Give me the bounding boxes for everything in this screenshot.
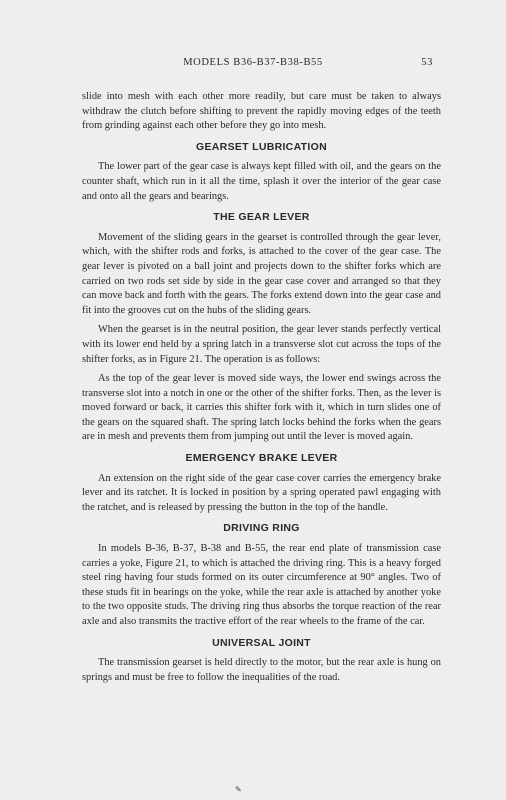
page-header xyxy=(0,57,506,73)
heading-gearset-lubrication: GEARSET LUBRICATION xyxy=(196,140,327,153)
paragraph-brake-lever: An extension on the right side of the gear case cover carries the emergency brake lever and its ratchet. It is locked in position by a spring operated pawl engaging with the ratchet, and is released by pressing the button in the top of the handle. xyxy=(82,472,441,513)
paragraph-gear-lever-2: When the gearset is in the neutral position, the gear lever stands perfectly vertical with its lower end held by a spring latch in a transverse slot cut across the tops of the shifter forks, as in Figure 21. The operation is as follows: xyxy=(82,324,441,365)
paragraph-lubrication: The lower part of the gear case is always kept filled with oil, and the gears on the counter shaft, which run in it all the time, splash it over the interior of the gear case and onto all the gears and bearings. xyxy=(82,161,441,202)
page-body xyxy=(82,90,441,690)
paragraph-continued: slide into mesh with each other more readily, but care must be taken to always withdraw the clutch before shifting to prevent the rapidly moving edges of the teeth from grinding against each other before they go into mesh. xyxy=(82,91,441,132)
heading-gear-lever: THE GEAR LEVER xyxy=(213,211,310,224)
paragraph-universal-joint: The transmission gearset is held directly to the motor, but the rear axle is hung on springs and must be free to follow the inequalities of the road. xyxy=(82,657,441,683)
running-title: MODELS B36-B37-B38-B55 xyxy=(183,57,323,68)
heading-driving-ring: DRIVING RING xyxy=(223,522,300,535)
page-speck: ✎ xyxy=(235,785,242,794)
paragraph-gear-lever-1: Movement of the sliding gears in the gearset is controlled through the gear lever, which, with the shifter rods and forks, is attached to the cover of the gear case. The gear lever is pivoted on a ball joint and projects down to the shifter forks which are carried on two rods set side by side in the gear case cover and arranged so that they can move back and forth with the gears. The forks extend down into the gear case and fit into the grooves cut on the hubs of the sliding gears. xyxy=(82,231,441,316)
heading-emergency-brake-lever: EMERGENCY BRAKE LEVER xyxy=(185,452,338,465)
heading-universal-joint: UNIVERSAL JOINT xyxy=(212,636,311,649)
page-number: 53 xyxy=(421,57,433,68)
paragraph-gear-lever-3: As the top of the gear lever is moved side ways, the lower end swings across the transverse slot into a notch in one or the other of the shifter forks. Then, as the lever is moved forward or back, it carries this shifter fork with it, which in turn slides one of the gears on the squared shaft. The spring latch locks behind the forks when the gears are in mesh and prevents them from jumping out until the lever is moved again. xyxy=(82,373,441,443)
paragraph-driving-ring: In models B-36, B-37, B-38 and B-55, the rear end plate of transmission case carries a yoke, Figure 21, to which is attached the driving ring. This is a heavy forged steel ring having four studs formed on its outer circumference at 90° angles. Two of these studs fit in bearings on the yoke, while the rear axle is attached by another yoke to the two opposite studs. The driving ring thus absorbs the torque reaction of the rear axle and also transmits the tractive effort of the rear wheels to the frame of the car. xyxy=(82,543,441,627)
